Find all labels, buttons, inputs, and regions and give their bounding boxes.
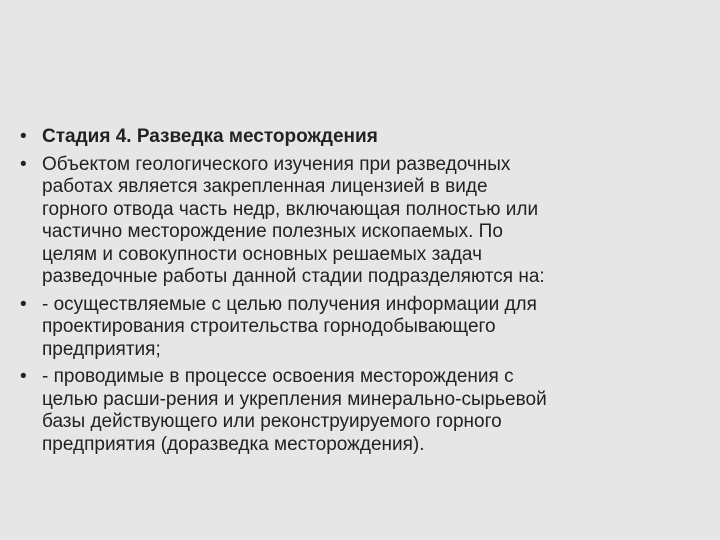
bullet-list <box>20 126 710 461</box>
bullet-dot-icon: • <box>20 126 27 147</box>
bullet-item-object <box>20 154 710 289</box>
paragraph-object: Объектом геологического изучения при разведочных работах является закрепленная лицензией в виде горного отвода часть недр, включающая полностью или частично месторождение полезных ископаемых. По целям и совокупности основных решаемых задач разведочные работы данной стадии подразделяются на: <box>42 153 545 287</box>
paragraph-design: - осуществляемые с целью получения информации для проектирования строительства горнодобывающего предприятия; <box>42 293 537 360</box>
bullet-item-design <box>20 294 710 362</box>
bullet-dot-icon: • <box>20 153 27 175</box>
bullet-dot-icon: • <box>20 293 27 315</box>
bullet-dot-icon: • <box>20 366 27 387</box>
paragraph-development: - проводимые в процессе освоения месторождения с целью расши-рения и укрепления минерально-сырьевой базы действующего или реконструируемого горного предприятия (доразведка месторождения). <box>42 366 547 455</box>
slide-heading: Стадия 4. Разведка месторождения <box>42 126 378 147</box>
bullet-item-heading <box>20 126 710 149</box>
bullet-item-development <box>20 366 710 456</box>
